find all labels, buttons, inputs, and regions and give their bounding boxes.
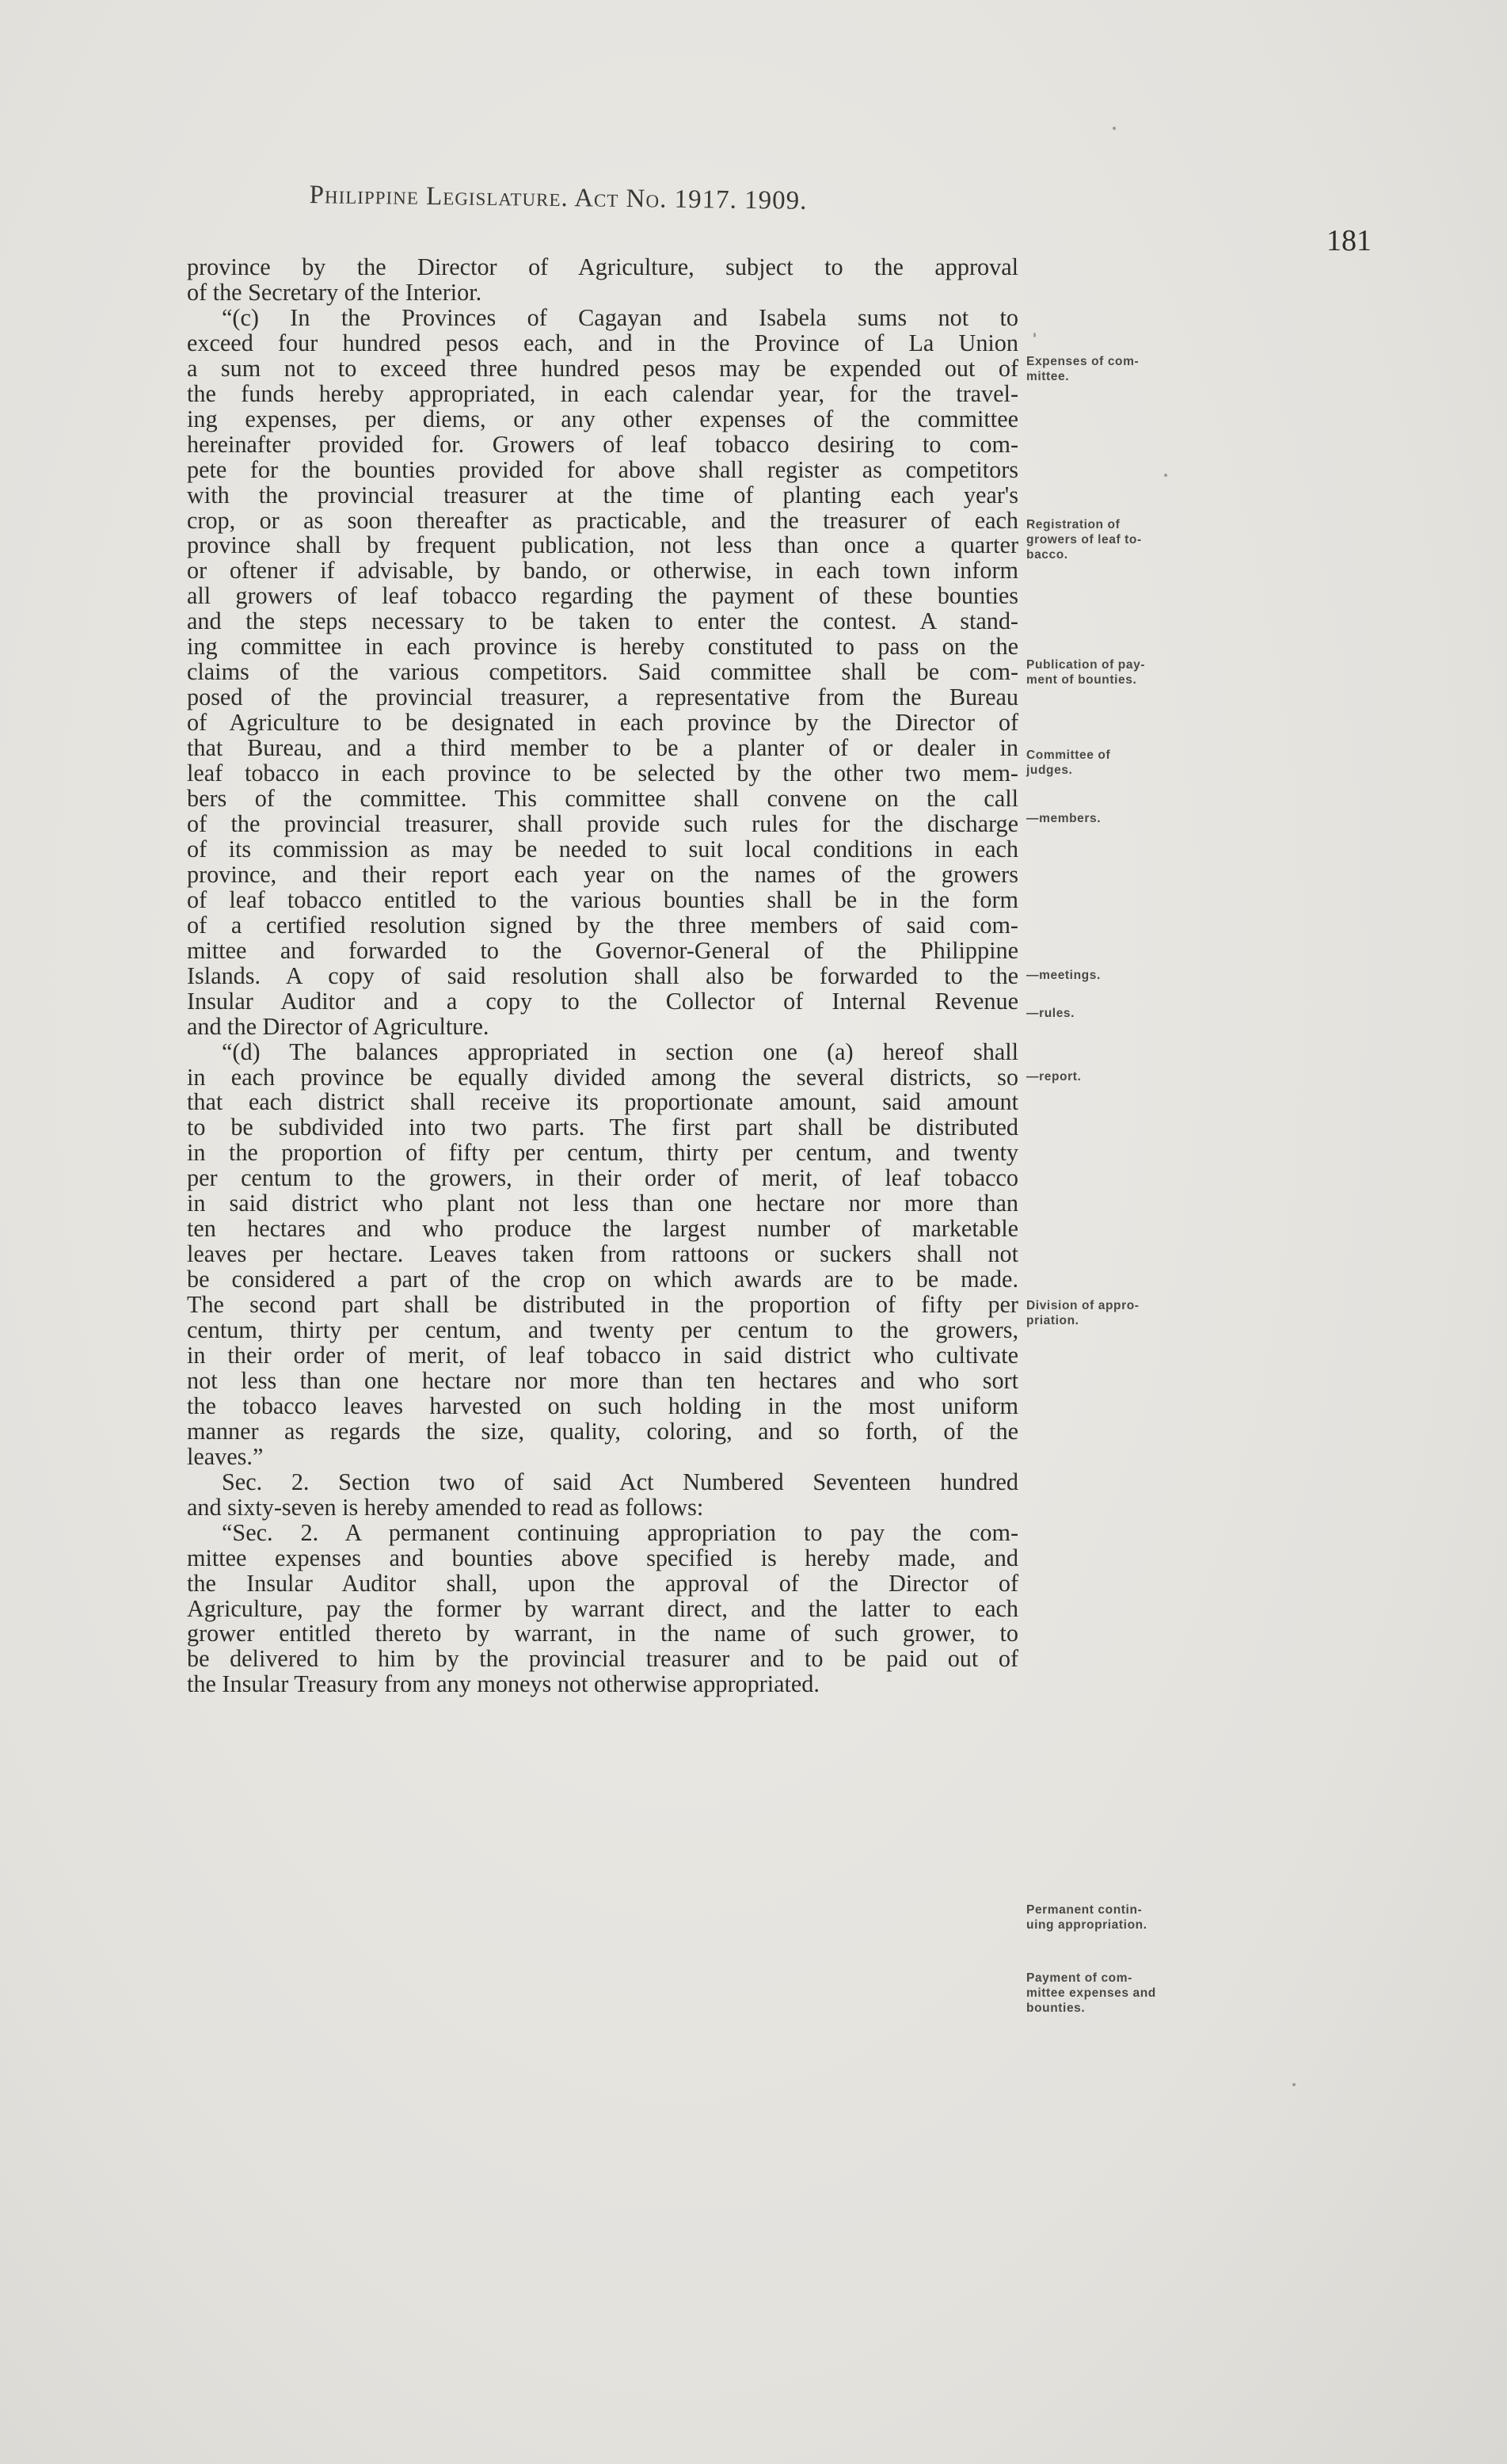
text-line: crop, or as soon thereafter as practicable, and the treasurer of each xyxy=(187,506,1018,534)
scan-speck xyxy=(1292,2083,1296,2086)
text-line: province by the Director of Agriculture, subject to the approval xyxy=(187,253,1018,280)
text-line: of leaf tobacco entitled to the various bounties shall be in the form xyxy=(187,885,1018,913)
text-line: that Bureau, and a third member to be a planter of or dealer in xyxy=(187,734,1018,762)
running-head: Philippine Legislature. Act No. 1917. 1909. xyxy=(309,181,808,215)
sidenote-line: judges. xyxy=(1026,764,1073,777)
sidenote-committee-judges xyxy=(1026,748,1264,778)
sidenote-line: Permanent contin- xyxy=(1026,1903,1143,1917)
text-line: claims of the various competitors. Said committee shall be com- xyxy=(187,658,1018,686)
text-line: ing expenses, per diems, or any other expenses of the committee xyxy=(187,405,1018,432)
text-line: Islands. A copy of said resolution shall also be forwarded to the xyxy=(187,962,1018,989)
sidenote-line: bounties. xyxy=(1026,2001,1086,2015)
sidenote-members xyxy=(1026,811,1264,826)
sidenote-division xyxy=(1026,1298,1264,1328)
text-line: province, and their report each year on the names of the growers xyxy=(187,860,1018,888)
sidenote-line: growers of leaf to- xyxy=(1026,533,1142,546)
text-line: in the proportion of fifty per centum, thirty per centum, and twenty xyxy=(187,1139,1018,1167)
sidenote-line: Division of appro- xyxy=(1026,1299,1140,1312)
sidenote-line: —members. xyxy=(1026,812,1102,825)
sidenote-line: uing appropriation. xyxy=(1026,1918,1147,1932)
text-line: “Sec. 2. A permanent continuing appropriation to pay the com- xyxy=(222,1518,1018,1546)
sidenote-line: mittee expenses and xyxy=(1026,1986,1156,2000)
text-line: the Insular Auditor shall, upon the approval of the Director of xyxy=(187,1569,1018,1597)
sidenote-registration xyxy=(1026,517,1264,562)
text-line: “(c) In the Provinces of Cagayan and Isabela sums not to xyxy=(222,303,1018,331)
text-line: all growers of leaf tobacco regarding the payment of these bounties xyxy=(187,582,1018,610)
text-line: be delivered to him by the provincial treasurer and to be paid out of xyxy=(187,1645,1018,1673)
text-line: exceed four hundred pesos each, and in the Province of La Union xyxy=(187,329,1018,356)
text-line: mittee expenses and bounties above specified is hereby made, and xyxy=(187,1544,1018,1571)
sidenote-meetings xyxy=(1026,968,1264,983)
sidenote-line: —meetings. xyxy=(1026,969,1101,982)
sidenote-line: Payment of com- xyxy=(1026,1971,1132,1985)
text-line: “(d) The balances appropriated in section one (a) hereof shall xyxy=(222,1038,1018,1065)
text-line: of its commission as may be needed to suit local conditions in each xyxy=(187,835,1018,863)
text-line: ing committee in each province is hereby constituted to pass on the xyxy=(187,633,1018,661)
sidenote-expenses xyxy=(1026,354,1264,384)
text-line: of the Secretary of the Interior. xyxy=(187,278,482,306)
text-line: mittee and forwarded to the Governor-General of the Philippine xyxy=(187,936,1018,964)
text-line: or oftener if advisable, by bando, or otherwise, in each town inform xyxy=(187,557,1018,585)
text-line: of Agriculture to be designated in each province by the Director of xyxy=(187,709,1018,737)
text-line: in their order of merit, of leaf tobacco in said district who cultivate xyxy=(187,1341,1018,1369)
text-line: of a certified resolution signed by the three members of said com- xyxy=(187,911,1018,939)
text-line: grower entitled thereto by warrant, in the name of such grower, to xyxy=(187,1620,1018,1647)
text-line: bers of the committee. This committee shall convene on the call xyxy=(187,785,1018,813)
text-line: leaves.” xyxy=(187,1442,264,1470)
text-line: and the steps necessary to be taken to enter the contest. A stand- xyxy=(187,607,1018,635)
text-line: Insular Auditor and a copy to the Collector of Internal Revenue xyxy=(187,987,1018,1015)
sidenote-line: —rules. xyxy=(1026,1007,1075,1020)
text-line: Sec. 2. Section two of said Act Numbered Seventeen hundred xyxy=(222,1468,1018,1495)
sidenote-line: ment of bounties. xyxy=(1026,673,1137,687)
text-line: centum, thirty per centum, and twenty per centum to the growers, xyxy=(187,1316,1018,1344)
text-line: province shall by frequent publication, not less than once a quarter xyxy=(187,531,1018,559)
sidenote-line: —report. xyxy=(1026,1070,1082,1083)
text-line: posed of the provincial treasurer, a representative from the Bureau xyxy=(187,684,1018,711)
text-line: ten hectares and who produce the largest number of marketable xyxy=(187,1215,1018,1243)
text-line: leaf tobacco in each province to be selected by the other two mem- xyxy=(187,760,1018,787)
text-line: and the Director of Agriculture. xyxy=(187,1012,489,1040)
text-line: a sum not to exceed three hundred pesos may be expended out of xyxy=(187,354,1018,382)
sidenote-line: Expenses of com- xyxy=(1026,355,1140,368)
sidenote-line: Registration of xyxy=(1026,518,1121,531)
text-line: manner as regards the size, quality, coloring, and so forth, of the xyxy=(187,1417,1018,1445)
text-line: with the provincial treasurer at the time of planting each year's xyxy=(187,481,1018,508)
body-text xyxy=(187,255,1018,1697)
text-line: not less than one hectare nor more than ten hectares and who sort xyxy=(187,1366,1018,1394)
text-line: in said district who plant not less than one hectare nor more than xyxy=(187,1190,1018,1217)
sidenote-line: Publication of pay- xyxy=(1026,658,1146,672)
page-number: 181 xyxy=(1326,224,1372,257)
text-line: and sixty-seven is hereby amended to read as follows: xyxy=(187,1493,704,1521)
text-line: of the provincial treasurer, shall provide such rules for the discharge xyxy=(187,809,1018,837)
text-line: pete for the bounties provided for above shall register as competitors xyxy=(187,455,1018,483)
text-line: leaves per hectare. Leaves taken from rattoons or suckers shall not xyxy=(187,1240,1018,1268)
sidenote-report xyxy=(1026,1069,1264,1084)
sidenote-line: Committee of xyxy=(1026,748,1111,762)
text-line: per centum to the growers, in their order of merit, of leaf tobacco xyxy=(187,1164,1018,1192)
sidenote-line: mittee. xyxy=(1026,370,1070,383)
scan-speck xyxy=(1113,127,1116,130)
text-line: The second part shall be distributed in the proportion of fifty per xyxy=(187,1291,1018,1319)
text-line: be considered a part of the crop on which awards are to be made. xyxy=(187,1266,1018,1293)
scan-speck xyxy=(1033,333,1036,337)
text-line: that each district shall receive its proportionate amount, said amount xyxy=(187,1088,1018,1116)
sidenote-line: bacco. xyxy=(1026,548,1068,562)
text-line: to be subdivided into two parts. The first part shall be distributed xyxy=(187,1114,1018,1141)
text-line: the funds hereby appropriated, in each calendar year, for the travel- xyxy=(187,379,1018,407)
text-line: in each province be equally divided among the several districts, so xyxy=(187,1063,1018,1091)
text-line: the tobacco leaves harvested on such holding in the most uniform xyxy=(187,1392,1018,1419)
text-line: Agriculture, pay the former by warrant direct, and the latter to each xyxy=(187,1594,1018,1622)
text-line: the Insular Treasury from any moneys not otherwise appropriated. xyxy=(187,1670,820,1698)
sidenote-publication xyxy=(1026,657,1264,687)
sidenote-permanent xyxy=(1026,1902,1264,1933)
text-line: hereinafter provided for. Growers of leaf tobacco desiring to com- xyxy=(187,430,1018,458)
sidenote-line: priation. xyxy=(1026,1314,1079,1327)
sidenote-payment xyxy=(1026,1971,1264,2016)
scan-speck xyxy=(1164,474,1167,477)
sidenote-rules xyxy=(1026,1006,1264,1021)
